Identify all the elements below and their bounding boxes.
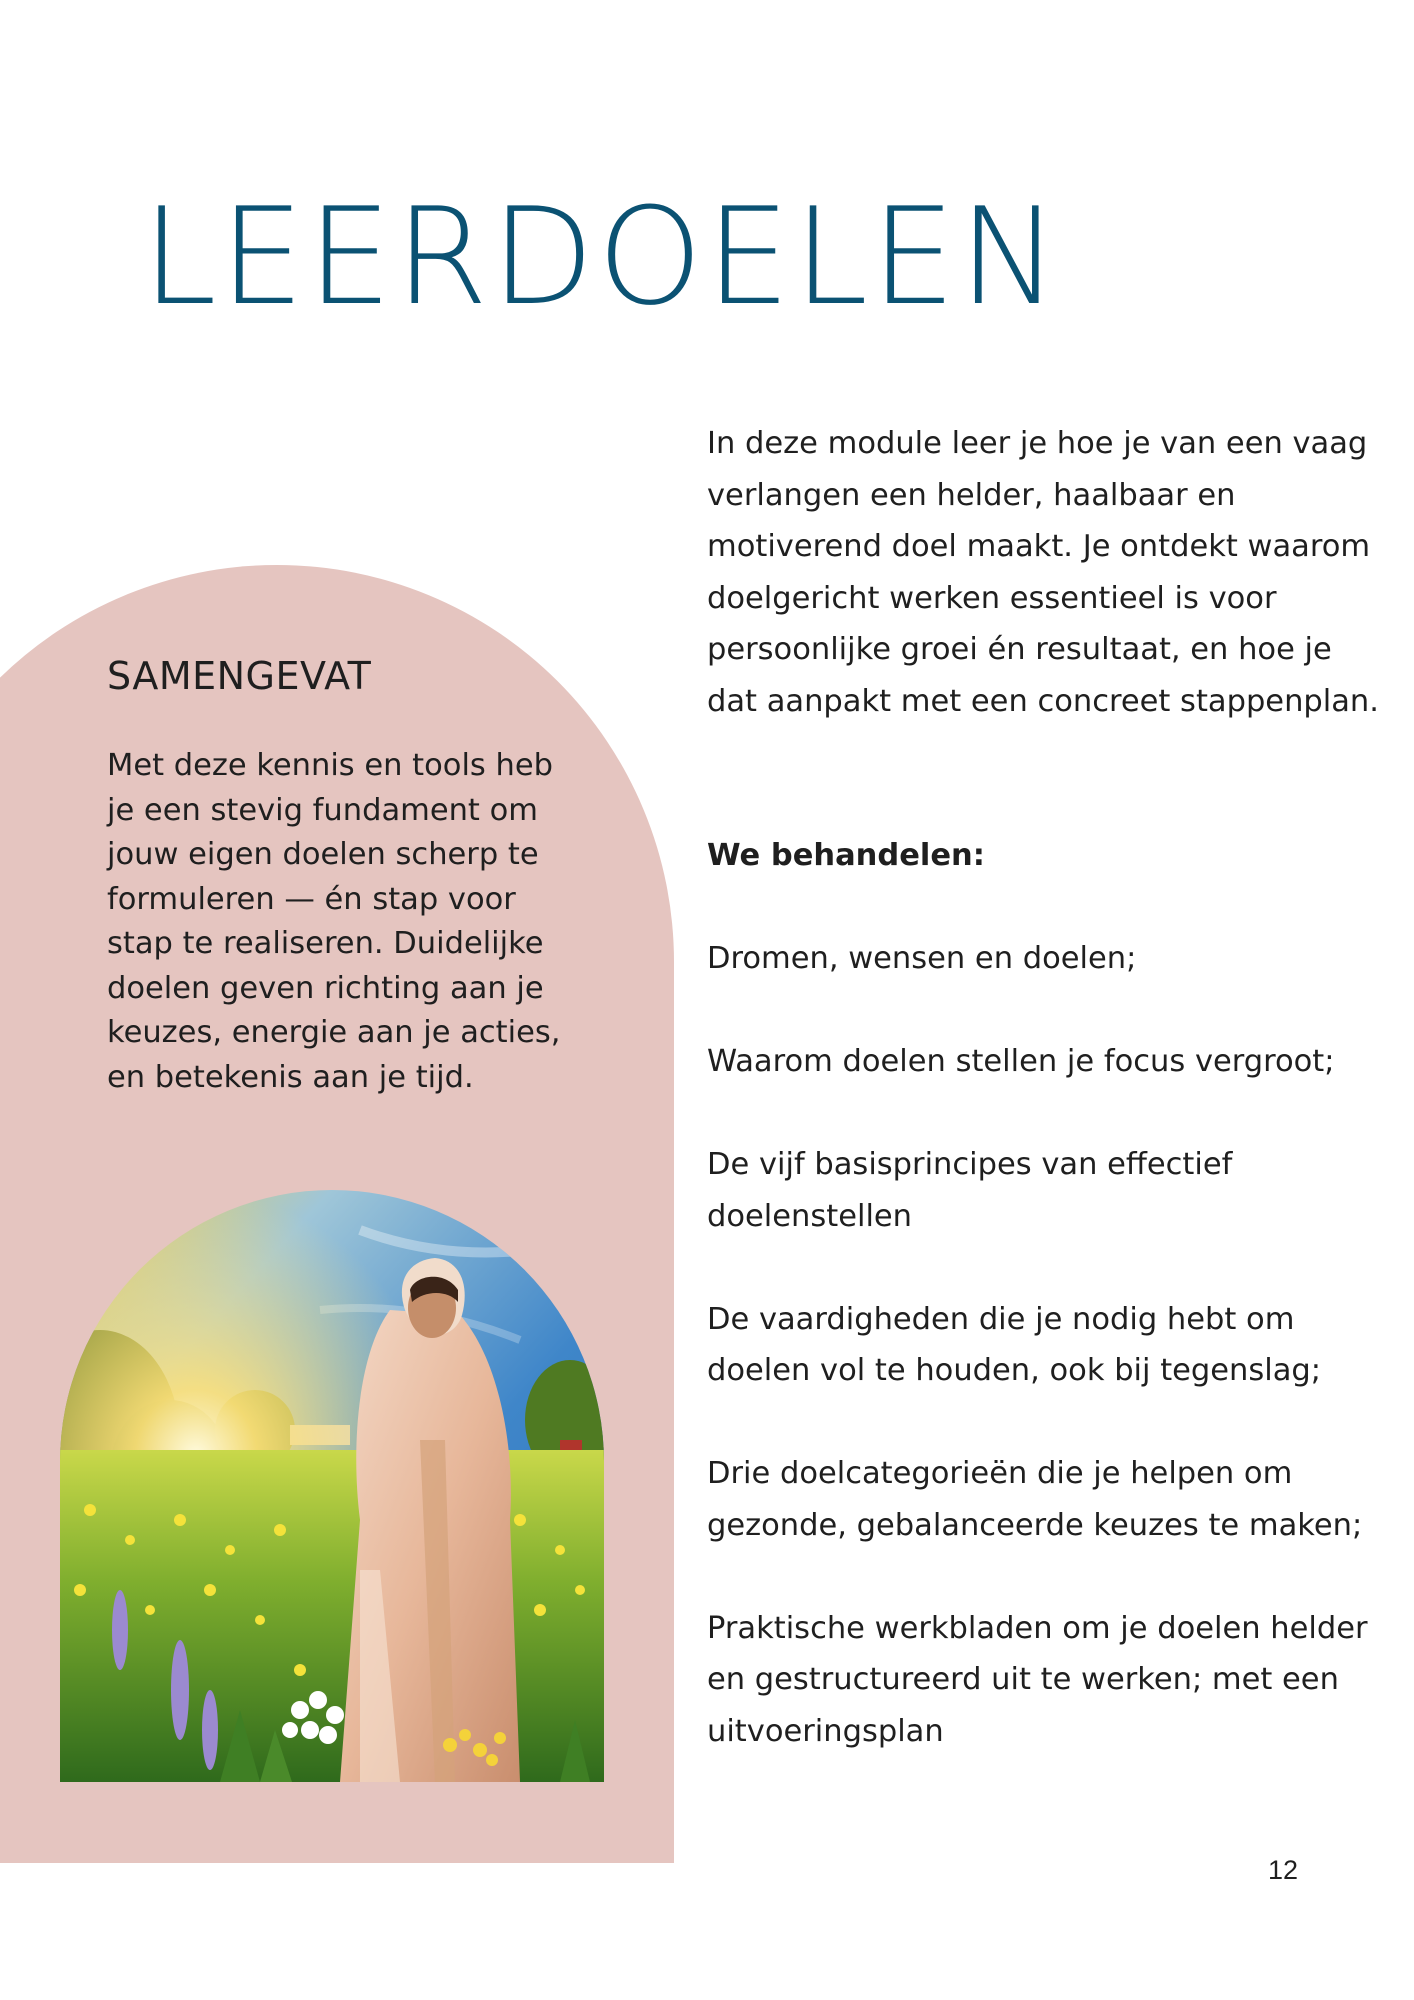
topics-heading: We behandelen:	[707, 838, 985, 873]
page-title: LEERDOELEN	[142, 179, 1062, 335]
meadow-illustration	[60, 1190, 604, 1782]
topic-item: Drie doelcategorieën die je helpen om gezonde, gebalanceerde keuzes te maken;	[707, 1456, 1363, 1543]
topic-list	[707, 933, 1397, 1809]
intro-text: In deze module leer je hoe je van een vaag verlangen een helder, haalbaar en motiverend doel maakt. Je ontdekt waarom doelgericht werken essentieel is voor persoonlijke groei én resultaat, en hoe je dat aanpakt met een concreet stappenplan.	[707, 426, 1379, 719]
page-number: 12	[1268, 1855, 1299, 1885]
topic-item: Waarom doelen stellen je focus vergroot;	[707, 1044, 1335, 1079]
topic-item: De vijf basisprincipes van effectief doelenstellen	[707, 1147, 1233, 1234]
topic-item: De vaardigheden die je nodig hebt om doelen vol te houden, ook bij tegenslag;	[707, 1301, 1322, 1388]
summary-heading: SAMENGEVAT	[107, 654, 372, 698]
topic-item: Praktische werkbladen om je doelen helder en gestructureerd uit te werken; met een uitvoeringsplan	[707, 1610, 1368, 1749]
topic-item: Dromen, wensen en doelen;	[707, 941, 1137, 976]
summary-text: Met deze kennis en tools heb je een stevig fundament om jouw eigen doelen scherp te formuleren — én stap voor stap te realiseren. Duidelijke doelen geven richting aan je keuzes, energie aan je acties, en betekenis aan je tijd.	[107, 748, 561, 1095]
